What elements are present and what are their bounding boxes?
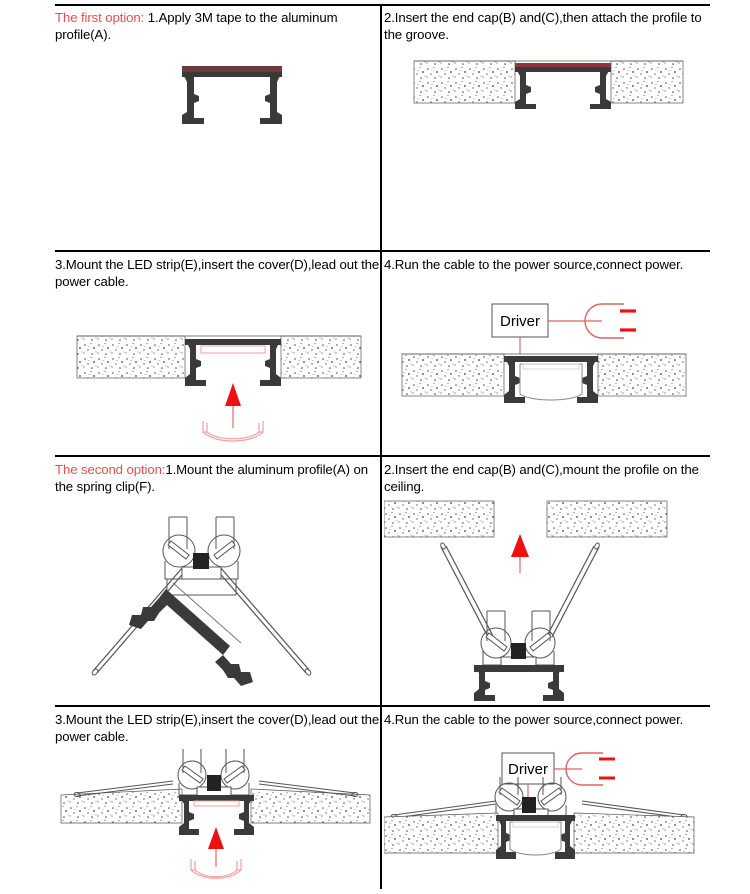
row-top-rule (55, 250, 710, 252)
instruction-row-4 (0, 705, 750, 889)
panel-2-figure (384, 52, 710, 132)
panel-1-option-label: The first option: (55, 10, 145, 25)
panel-8 (384, 708, 710, 729)
panel-4-caption (384, 253, 710, 274)
instruction-row-3 (0, 455, 750, 705)
panel-8-caption (384, 708, 710, 729)
panel-3 (55, 253, 380, 290)
instruction-row-2 (0, 250, 750, 455)
panel-1-figure (55, 52, 380, 142)
figure-springclip-mounted-cover-arrow (55, 749, 380, 889)
panel-2-caption (384, 6, 710, 43)
panel-5-caption (55, 458, 380, 495)
figure-profile-with-tape (55, 52, 380, 142)
panel-5-option-label: The second option: (55, 462, 166, 477)
figure-profile-in-recess (384, 52, 710, 132)
panel-1 (55, 6, 380, 43)
panel-4-figure (384, 298, 710, 448)
panel-5 (55, 458, 380, 495)
row-top-rule (55, 455, 710, 457)
figure-springclip-tilted-profile (55, 503, 380, 703)
row-vertical-divider (380, 455, 382, 705)
driver-label: Driver (508, 761, 548, 778)
row-vertical-divider (380, 4, 382, 250)
panel-7-caption (55, 708, 380, 745)
panel-6 (384, 458, 710, 495)
figure-profile-recess-cover-arrow (55, 328, 380, 453)
panel-7 (55, 708, 380, 745)
panel-6-figure (384, 497, 710, 705)
panel-4-step-text: 4.Run the cable to the power source,connect power. (384, 257, 684, 272)
driver-label: Driver (500, 313, 540, 330)
figure-springclip-up-to-ceiling (384, 497, 710, 705)
panel-3-figure (55, 328, 380, 453)
panel-4 (384, 253, 710, 274)
panel-2-step-text: 2.Insert the end cap(B) and(C),then attach the profile to the groove. (384, 10, 702, 42)
panel-3-caption (55, 253, 380, 290)
panel-7-figure (55, 749, 380, 889)
row-vertical-divider (380, 250, 382, 455)
figure-profile-recess-driver (384, 298, 710, 448)
row-vertical-divider (380, 705, 382, 889)
panel-2 (384, 6, 710, 43)
panel-7-step-text: 3.Mount the LED strip(E),insert the cover(D),lead out the power cable. (55, 712, 380, 744)
panel-1-caption (55, 6, 380, 43)
row-top-rule (55, 705, 710, 707)
panel-5-figure (55, 503, 380, 703)
panel-8-step-text: 4.Run the cable to the power source,connect power. (384, 712, 684, 727)
figure-springclip-mounted-driver (384, 749, 710, 894)
panel-8-figure (384, 749, 710, 894)
panel-1-step-text: 1.Apply 3M tape to the aluminum profile(A). (55, 10, 338, 42)
instruction-row-1 (0, 0, 750, 250)
panel-5-step-text: 1.Mount the aluminum profile(A) on the spring clip(F). (55, 462, 368, 494)
panel-6-step-text: 2.Insert the end cap(B) and(C),mount the profile on the ceiling. (384, 462, 699, 494)
panel-6-caption (384, 458, 710, 495)
panel-3-step-text: 3.Mount the LED strip(E),insert the cover(D),lead out the power cable. (55, 257, 380, 289)
